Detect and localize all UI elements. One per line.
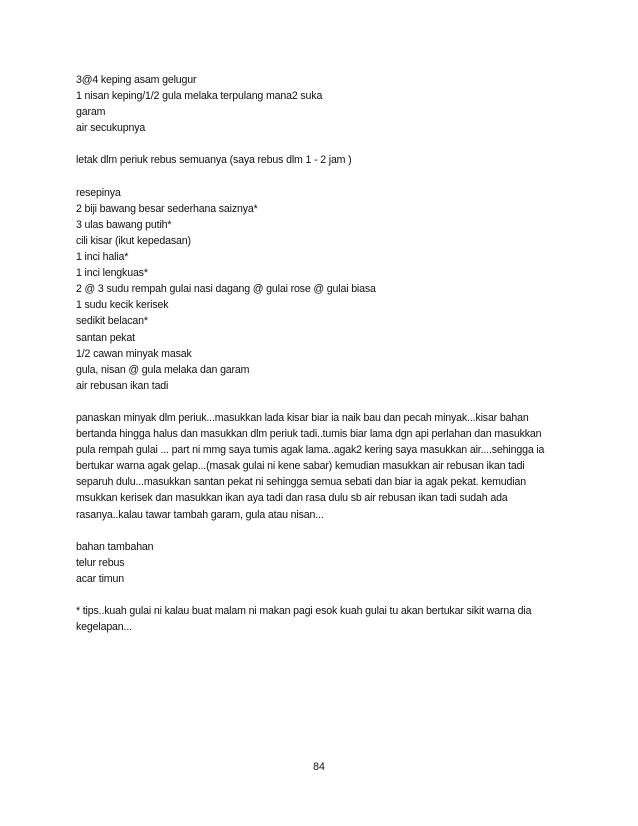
text-line: * tips..kuah gulai ni kalau buat malam ni makan pagi esok kuah gulai tu akan bertukar sikit warna dia [76, 605, 532, 618]
text-line: cili kisar (ikut kepedasan) [76, 234, 191, 247]
text-line: 1 sudu kecik kerisek [76, 299, 169, 312]
text-line: kegelapan... [76, 621, 132, 634]
cooking-method [76, 410, 556, 523]
text-line: 3@4 keping asam gelugur [76, 74, 197, 86]
text-line: 1 nisan keping/1/2 gula melaka terpulang mana2 suka [76, 90, 323, 103]
text-line: bertanda hingga halus dan masukkan dlm periuk tadi..tumis biar lama dgn api perlahan dan masukkan [76, 428, 542, 441]
text-line: 1/2 cawan minyak masak [76, 347, 192, 360]
text-line: air secukupnya [76, 122, 146, 135]
page-number: 84 [313, 761, 325, 773]
text-line: panaskan minyak dlm periuk...masukkan lada kisar biar ia naik bau dan pecah minyak...kisar bahan [76, 411, 529, 424]
text-line: pula rempah gulai ... part ni mmg saya tumis agak lama..agak2 kering saya masukkan air....sehingga ia [76, 444, 545, 457]
text-line: 1 inci halia* [76, 251, 129, 264]
text-line: letak dlm periuk rebus semuanya (saya rebus dlm 1 - 2 jam ) [76, 154, 352, 167]
text-line: 3 ulas bawang putih* [76, 218, 172, 231]
text-line: telur rebus [76, 556, 125, 569]
text-line: sedikit belacan* [76, 315, 148, 328]
text-line: 2 @ 3 sudu rempah gulai nasi dagang @ gulai rose @ gulai biasa [76, 283, 376, 296]
text-line: garam [76, 106, 106, 119]
text-line: rasanya..kalau tawar tambah garam, gula atau nisan... [76, 508, 324, 521]
recipe-ingredients [76, 185, 556, 394]
ingredients-part-1 [76, 72, 556, 136]
text-line: acar timun [76, 572, 124, 585]
text-line: air rebusan ikan tadi [76, 379, 169, 392]
boiling-instruction [76, 152, 556, 168]
text-line: gula, nisan @ gula melaka dan garam [76, 363, 250, 376]
text-line: bertukar warna agak gelap...(masak gulai ni kene sabar) kemudian masukkan air rebusan ikan tadi [76, 460, 525, 473]
text-line: separuh dulu...masukkan santan pekat ni sehingga semua sebati dan biar ia agak pekat. kemudian [76, 476, 526, 489]
extra-ingredients [76, 539, 556, 587]
text-line: 2 biji bawang besar sederhana saiznya* [76, 202, 258, 215]
text-line: 1 inci lengkuas* [76, 267, 148, 280]
text-line: msukkan kerisek dan masukkan ikan aya tadi dan rasa dulu sb air rebusan ikan tadi sudah ada [76, 492, 508, 505]
tips [76, 603, 556, 635]
text-line: santan pekat [76, 331, 135, 344]
recipe-text [76, 72, 556, 651]
text-line: resepinya [76, 186, 121, 199]
text-line: bahan tambahan [76, 540, 154, 553]
